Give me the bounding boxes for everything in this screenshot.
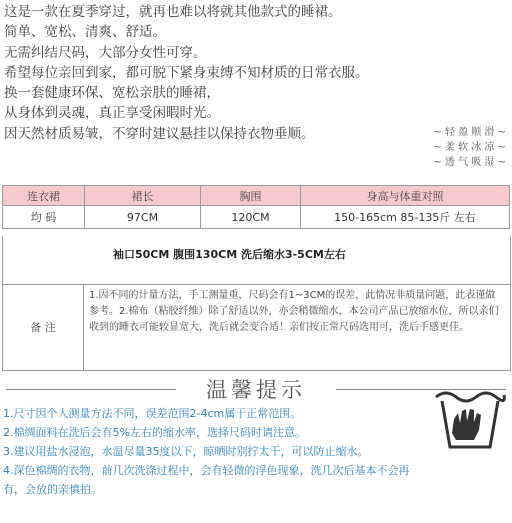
tip-item: 3.建议用盐水浸泡，水温尽量35度以下，晾晒时别拧太干，可以防止缩水。 (3, 445, 369, 458)
tips-title: 温馨提示 (206, 378, 306, 402)
size-table (2, 185, 510, 229)
header-cell: 胸围 (201, 186, 301, 206)
header-cell: 连衣裙 (3, 186, 85, 206)
tip-item: 4.深色棉绸的衣物，前几次洗涤过程中，会有轻微的浮色现象，洗几次后基本不会再有，会放的亲慎拍。 (3, 464, 410, 496)
measurement-notes: 袖口50CM 腹围130CM 洗后缩水3-5CM左右 (113, 248, 346, 261)
header-cell: 身高与体重对照 (301, 186, 510, 206)
feature-line: ~ 透 气 吸 湿 ~ (433, 157, 506, 168)
table-row (3, 206, 510, 229)
remark-text: 1.因不同的计量方法，手工测量重，尺码会有1~3CM的误差，此情况非质量问题，此表谨做参考。2.棉布（粘胶纤维）除了舒适以外，亦会稍微缩水，本公司产品已放缩水位，所以亲们收到的睡衣可能较显宽大，洗后就会变合适！亲们按正常尺码选用可，洗后手感更佳。 (89, 290, 499, 333)
remark-box (2, 284, 511, 371)
table-cell: 均 码 (3, 206, 85, 229)
intro-line: 从身体到灵魂，真正享受闲暇时光。 (4, 105, 220, 122)
hand-wash-icon (432, 385, 508, 459)
intro-line: 换一套健康环保、宽松亲肤的睡裙， (4, 85, 220, 102)
intro-line: 因天然材质易皱，不穿时建议悬挂以保持衣物垂顺。 (4, 125, 315, 142)
tip-item: 1.尺寸因个人测量方法不同，误差范围2-4cm属于正常范围。 (3, 407, 302, 420)
intro-line: 简单、宽松、清爽、舒适。 (4, 24, 166, 41)
tips-list (3, 404, 428, 499)
feature-line: ~ 轻 盈 顺 滑 ~ (433, 127, 506, 138)
remark-label: 备 注 (3, 284, 84, 370)
tip-item: 2.棉绸面料在洗后会有5%左右的缩水率，选择尺码时请注意。 (3, 426, 306, 439)
feature-line: ~ 柔 软 冰 凉 ~ (433, 142, 506, 153)
size-table-header (3, 186, 510, 206)
intro-line: 无需纠结尺码，大部分女性可穿。 (4, 44, 207, 61)
intro-text (4, 2, 384, 144)
intro-line: 这是一款在夏季穿过，就再也难以将就其他款式的睡裙。 (4, 4, 342, 20)
feature-badge (376, 125, 506, 170)
intro-line: 希望每位亲回到家，都可脱下紧身束缚不知材质的日常衣服。 (4, 64, 369, 81)
table-cell: 150-165cm 85-135斤 左右 (301, 206, 510, 229)
header-cell: 裙长 (85, 186, 201, 206)
table-cell: 120CM (201, 206, 301, 229)
table-cell: 97CM (85, 206, 201, 229)
